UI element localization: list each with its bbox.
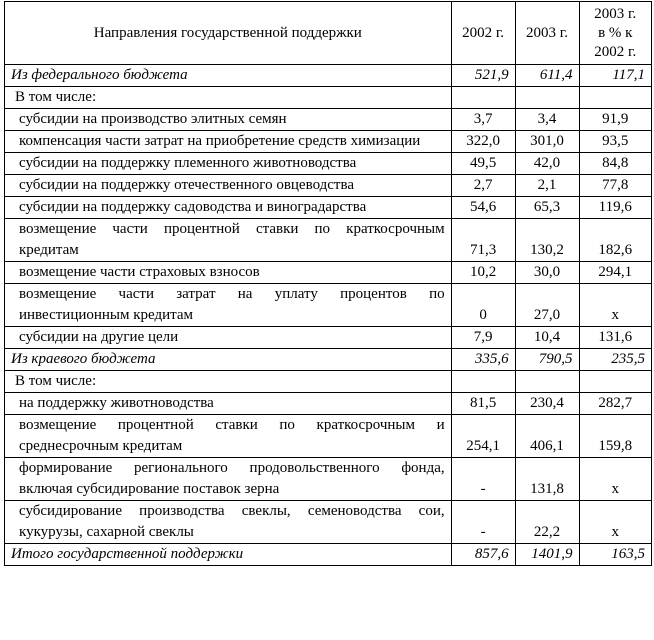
row-pct: 182,6 — [579, 219, 651, 262]
row-2002: 254,1 — [451, 415, 515, 458]
table-row — [5, 131, 652, 153]
state-support-table — [4, 1, 652, 566]
table-row — [5, 175, 652, 197]
row-2003: 30,0 — [515, 262, 579, 284]
row-2002: 0 — [451, 284, 515, 327]
table-row — [5, 109, 652, 131]
header-percent-line1: 2003 г. — [594, 5, 637, 22]
row-name: компенсация части затрат на приобретение средств химизации — [5, 131, 452, 153]
row-2002: 3,7 — [451, 109, 515, 131]
table-row — [5, 327, 652, 349]
table-row — [5, 415, 652, 458]
row-name: В том числе: — [5, 371, 452, 393]
row-name: возмещение части страховых взносов — [5, 262, 452, 284]
row-pct: 235,5 — [579, 349, 651, 371]
row-2003: 42,0 — [515, 153, 579, 175]
row-name: возмещение части процентной ставки по краткосрочным кредитам — [5, 219, 452, 262]
table-row — [5, 393, 652, 415]
row-2002: 49,5 — [451, 153, 515, 175]
row-2003: 406,1 — [515, 415, 579, 458]
row-2002: 335,6 — [451, 349, 515, 371]
row-pct: 77,8 — [579, 175, 651, 197]
row-2003: 27,0 — [515, 284, 579, 327]
row-2003: 2,1 — [515, 175, 579, 197]
row-2003: 301,0 — [515, 131, 579, 153]
header-2002: 2002 г. — [451, 2, 515, 65]
table-row — [5, 219, 652, 262]
table-row — [5, 501, 652, 544]
header-percent — [579, 2, 651, 65]
table-row — [5, 197, 652, 219]
row-2002 — [451, 87, 515, 109]
row-2003: 611,4 — [515, 65, 579, 87]
row-name: субсидии на поддержку садоводства и виноградарства — [5, 197, 452, 219]
row-2003: 22,2 — [515, 501, 579, 544]
header-2003: 2003 г. — [515, 2, 579, 65]
row-pct — [579, 371, 651, 393]
row-2002: 54,6 — [451, 197, 515, 219]
header-percent-line3: 2002 г. — [594, 43, 637, 60]
table-row-regional-total — [5, 349, 652, 371]
row-2002: - — [451, 458, 515, 501]
row-2003 — [515, 371, 579, 393]
row-name: субсидии на производство элитных семян — [5, 109, 452, 131]
table-row — [5, 153, 652, 175]
row-2002: 857,6 — [451, 544, 515, 566]
row-2003: 65,3 — [515, 197, 579, 219]
row-name: Из федерального бюджета — [5, 65, 452, 87]
row-name: Из краевого бюджета — [5, 349, 452, 371]
row-2002: 10,2 — [451, 262, 515, 284]
header-percent-line2: в % к — [598, 24, 633, 41]
table-row-including — [5, 87, 652, 109]
row-pct: 119,6 — [579, 197, 651, 219]
table-row — [5, 458, 652, 501]
row-name: субсидии на другие цели — [5, 327, 452, 349]
row-pct: х — [579, 501, 651, 544]
row-2002: - — [451, 501, 515, 544]
row-2003: 131,8 — [515, 458, 579, 501]
row-2003: 130,2 — [515, 219, 579, 262]
row-2002: 322,0 — [451, 131, 515, 153]
row-2002: 521,9 — [451, 65, 515, 87]
row-name: субсидирование производства свеклы, семеноводства сои, кукурузы, сахарной свеклы — [5, 501, 452, 544]
row-pct — [579, 87, 651, 109]
table-row-federal-total — [5, 65, 652, 87]
row-2003: 3,4 — [515, 109, 579, 131]
row-2003: 1401,9 — [515, 544, 579, 566]
row-pct: 163,5 — [579, 544, 651, 566]
row-name: Итого государственной поддержки — [5, 544, 452, 566]
row-pct: 294,1 — [579, 262, 651, 284]
row-pct: 91,9 — [579, 109, 651, 131]
row-name: на поддержку животноводства — [5, 393, 452, 415]
table-row — [5, 262, 652, 284]
row-pct: х — [579, 284, 651, 327]
row-pct: 117,1 — [579, 65, 651, 87]
row-2002: 2,7 — [451, 175, 515, 197]
row-name: возмещение части затрат на уплату процентов по инвестиционным кредитам — [5, 284, 452, 327]
row-pct: 84,8 — [579, 153, 651, 175]
row-name: формирование регионального продовольственного фонда, включая субсидирование поставок зерна — [5, 458, 452, 501]
row-name: субсидии на поддержку племенного животноводства — [5, 153, 452, 175]
header-direction: Направления государственной поддержки — [5, 2, 452, 65]
row-name: возмещение процентной ставки по краткосрочным и среднесрочным кредитам — [5, 415, 452, 458]
row-2002: 7,9 — [451, 327, 515, 349]
row-pct: 282,7 — [579, 393, 651, 415]
row-2003: 790,5 — [515, 349, 579, 371]
row-2002: 71,3 — [451, 219, 515, 262]
table-row-including — [5, 371, 652, 393]
row-name: субсидии на поддержку отечественного овцеводства — [5, 175, 452, 197]
row-pct: х — [579, 458, 651, 501]
header-row — [5, 2, 652, 65]
row-2002 — [451, 371, 515, 393]
row-2002: 81,5 — [451, 393, 515, 415]
table-row-grand-total — [5, 544, 652, 566]
row-2003 — [515, 87, 579, 109]
row-pct: 159,8 — [579, 415, 651, 458]
row-pct: 93,5 — [579, 131, 651, 153]
row-pct: 131,6 — [579, 327, 651, 349]
row-name: В том числе: — [5, 87, 452, 109]
row-2003: 10,4 — [515, 327, 579, 349]
row-2003: 230,4 — [515, 393, 579, 415]
table-row — [5, 284, 652, 327]
